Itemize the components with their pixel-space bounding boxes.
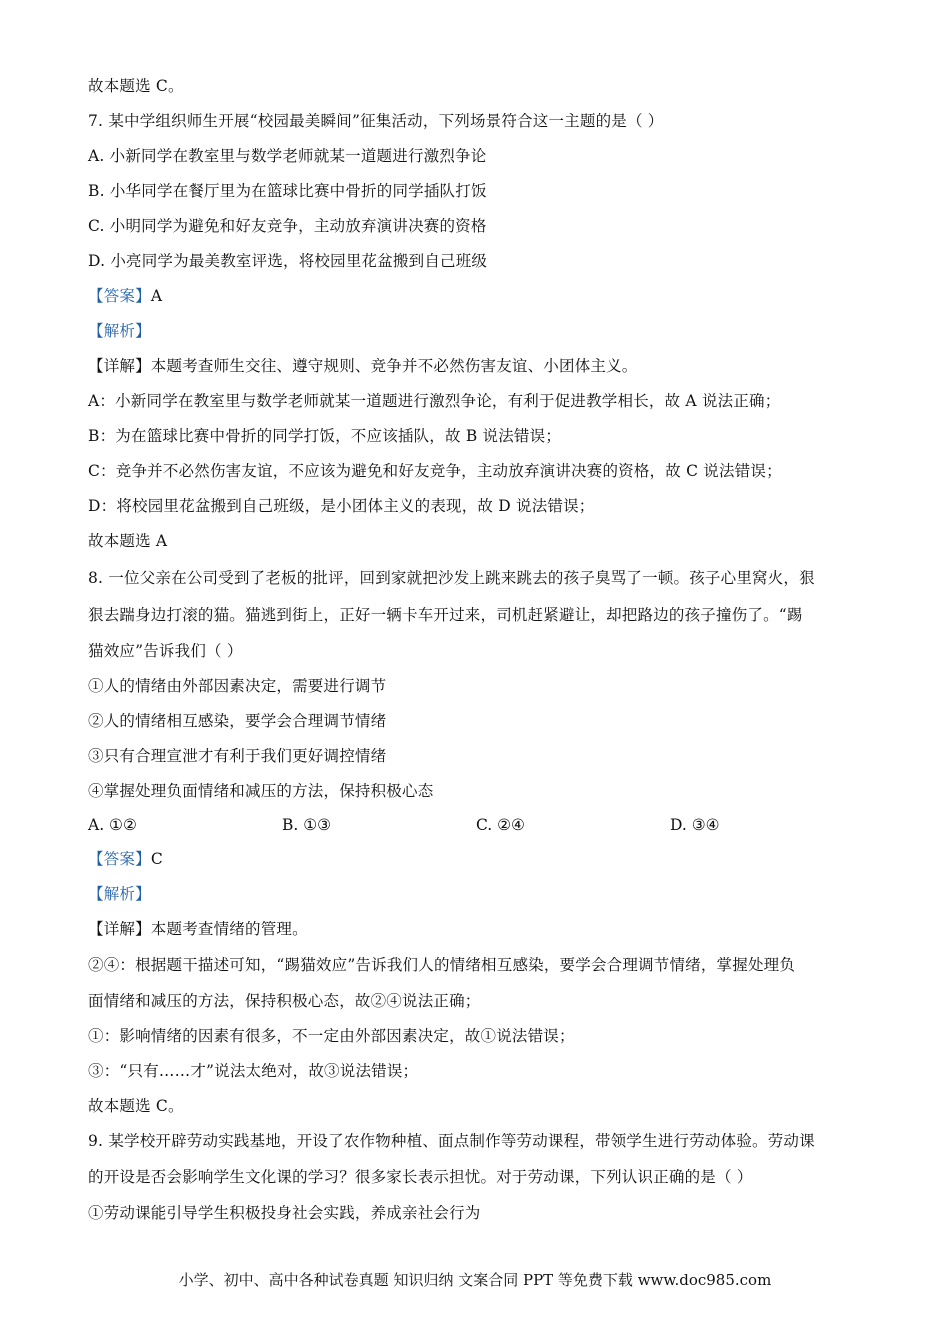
text-line: ②④：根据题干描述可知，“踢猫效应”告诉我们人的情绪相互感染，要学会合理调节情绪，掌握处理负 (88, 956, 796, 974)
question-8-stem: 狠去踹身边打滚的猫。猫逃到街上，正好一辆卡车开过来，司机赶紧避让，却把路边的孩子撞伤了。“踢 (88, 606, 803, 624)
question-8-stem: 猫效应”告诉我们（ ） (88, 642, 243, 660)
q8-statement-3: ③只有合理宣泄才有利于我们更好调控情绪 (88, 747, 387, 765)
question-9-stem: 9. 某学校开辟劳动实践基地，开设了农作物种植、面点制作等劳动课程，带领学生进行劳动体验。劳动课 (88, 1132, 815, 1150)
question-9-stem: 的开设是否会影响学生文化课的学习？很多家长表示担忧。对于劳动课，下列认识正确的是（ ） (88, 1168, 753, 1186)
q9-statement-1: ①劳动课能引导学生积极投身社会实践，养成亲社会行为 (88, 1204, 481, 1222)
analysis-tag: 【解析】 (88, 885, 151, 903)
text-line: ③：“只有……才”说法太绝对，故③说法错误； (88, 1062, 419, 1080)
q7-option-a: A. 小新同学在教室里与数学老师就某一道题进行激烈争论 (88, 147, 487, 165)
text-line: D：将校园里花盆搬到自己班级，是小团体主义的表现，故 D 说法错误； (88, 497, 595, 515)
answer-tag: 【答案】 (88, 287, 151, 305)
text-line: 面情绪和减压的方法，保持积极心态，故②④说法正确； (88, 992, 481, 1010)
answer-tag: 【答案】 (88, 850, 151, 868)
q8-analysis (88, 884, 151, 904)
text-line: 故本题选 C。 (88, 77, 184, 95)
question-7-stem: 7. 某中学组织师生开展“校园最美瞬间”征集活动，下列场景符合这一主题的是（ ） (88, 112, 664, 130)
q7-option-d: D. 小亮同学为最美教室评选，将校园里花盆搬到自己班级 (88, 252, 488, 270)
q8-detail: 【详解】本题考查情绪的管理。 (88, 920, 308, 938)
q8-option-a: A. ①② (88, 816, 137, 834)
q8-statement-2: ②人的情绪相互感染，要学会合理调节情绪 (88, 712, 387, 730)
answer-value: C (150, 850, 163, 868)
q7-answer (88, 286, 162, 306)
q8-option-c: C. ②④ (476, 816, 525, 834)
text-line: B：为在篮球比赛中骨折的同学打饭，不应该插队，故 B 说法错误； (88, 427, 562, 445)
page-footer: 小学、初中、高中各种试卷真题 知识归纳 文案合同 PPT 等免费下载 www.doc985.com (178, 1271, 772, 1289)
q8-statement-4: ④掌握处理负面情绪和减压的方法，保持积极心态 (88, 782, 434, 800)
text-line: C：竞争并不必然伤害友谊，不应该为避免和好友竞争，主动放弃演讲决赛的资格，故 C 说法错误； (88, 462, 782, 480)
answer-value: A (150, 287, 163, 305)
q8-option-b: B. ①③ (282, 816, 332, 834)
q7-option-b: B. 小华同学在餐厅里为在篮球比赛中骨折的同学插队打饭 (88, 182, 487, 200)
text-line: 故本题选 A (88, 532, 168, 550)
q8-statement-1: ①人的情绪由外部因素决定，需要进行调节 (88, 677, 387, 695)
q7-detail: 【详解】本题考查师生交往、遵守规则、竞争并不必然伤害友谊、小团体主义。 (88, 357, 638, 375)
analysis-tag: 【解析】 (88, 322, 151, 340)
q7-analysis (88, 321, 151, 341)
q8-answer (88, 849, 163, 869)
q7-option-c: C. 小明同学为避免和好友竞争，主动放弃演讲决赛的资格 (88, 217, 487, 235)
q8-option-d: D. ③④ (670, 816, 720, 834)
text-line: 故本题选 C。 (88, 1097, 184, 1115)
text-line: ①：影响情绪的因素有很多，不一定由外部因素决定，故①说法错误； (88, 1027, 575, 1045)
text-line: A：小新同学在教室里与数学老师就某一道题进行激烈争论，有利于促进教学相长，故 A 说法正确； (88, 392, 781, 410)
question-8-stem: 8. 一位父亲在公司受到了老板的批评，回到家就把沙发上跳来跳去的孩子臭骂了一顿。孩子心里窝火，狠 (88, 569, 815, 587)
